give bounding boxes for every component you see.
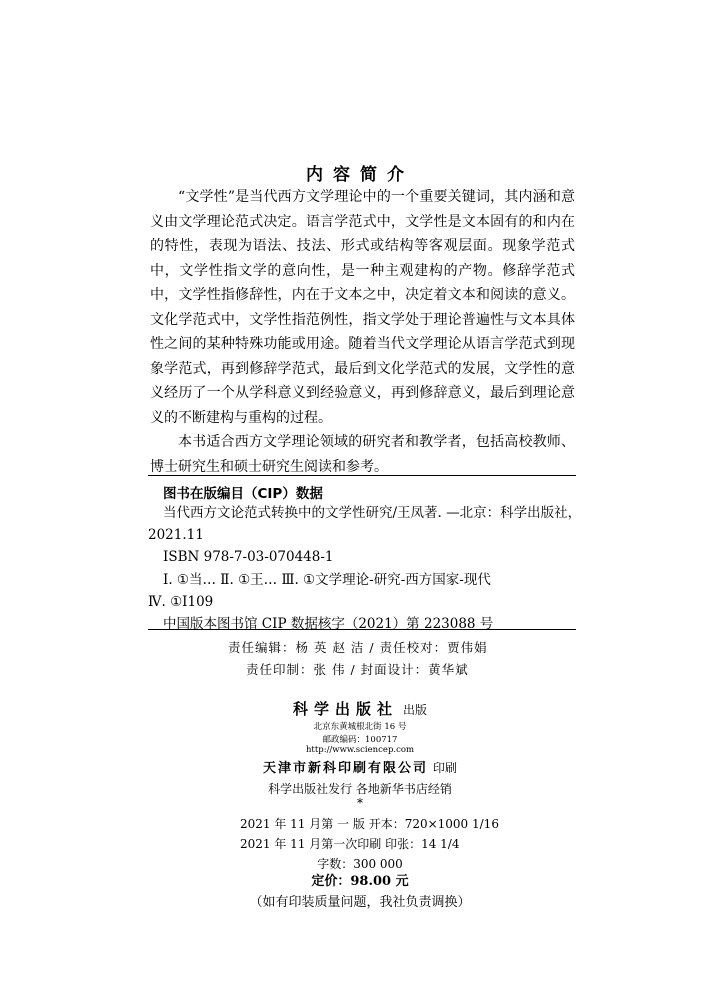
printing-line: 2021 年 11 月第一次印刷 印张：14 1/4 [240, 837, 460, 851]
summary-paragraph-2: 本书适合西方文学理论领域的研究者和教学者，包括高校教师、博士研究生和硕士研究生阅读和参考。 [150, 434, 575, 475]
publisher-action: 出版 [403, 703, 428, 717]
edition-line: 2021 年 11 月第 一 版 开本：720×1000 1/16 [240, 817, 499, 831]
page-title: 内容简介 [306, 165, 414, 185]
cip-bottom-rule [148, 629, 576, 630]
cip-classification-2: Ⅳ. ①I109 [148, 593, 214, 610]
cip-isbn: ISBN 978-7-03-070448-1 [163, 549, 334, 566]
price-line [0, 870, 720, 889]
cip-record [148, 502, 582, 635]
editor-credits: 责任编辑：杨 英 赵 洁 / 责任校对：贾伟娟 [228, 640, 488, 655]
printer-action: 印刷 [433, 761, 458, 775]
production-credits: 责任印制：张 伟 / 封面设计：黄华斌 [246, 662, 469, 677]
price-label: 定价： [311, 874, 351, 889]
word-count: 字数：300 000 [317, 857, 403, 871]
distribution-line: 科学出版社发行 各地新华书店经销 [268, 782, 452, 796]
cip-number: 中国版本图书馆 CIP 数据核字（2021）第 223088 号 [163, 616, 494, 633]
publisher-postcode: 邮政编码：100717 [322, 735, 398, 745]
printer-line [0, 757, 720, 776]
printer-name: 天津市新科印刷有限公司 [262, 761, 428, 776]
publisher-name: 科学出版社 [292, 700, 398, 718]
summary-paragraph-1: “文学性”是当代西方文学理论中的一个重要关键词，其内涵和意义由文学理论范式决定。语言学范式中，文学性是文本固有的和内在的特性，表现为语法、技法、形式或结构等客观层面。现象学范式中，文学性指文学的意向性，是一种主观建构的产物。修辞学范式中，文学性指修辞性，内在于文本之中，决定着文本和阅读的意义。文化学范式中，文学性指范例性，指文学处于理论普遍性与文本具体性之间的某种特殊功能或用途。随着当代文学理论从语言学范式到现象学范式，再到修辞学范式，最后到文化学范式的发展，文学性的意义经历了一个从学科意义到经验意义，再到修辞意义，最后到理论意义的不断建构与重构的过程。 [150, 189, 575, 426]
separator-star: * [357, 796, 363, 810]
publisher-url: http://www.sciencep.com [305, 745, 415, 755]
publisher-line [0, 698, 720, 719]
cip-line-title: 当代西方文论范式转换中的文学性研究/王凤著. —北京：科学出版社， [163, 505, 582, 521]
cip-top-rule [148, 475, 576, 476]
cip-line-year: 2021.11 [148, 527, 204, 544]
quality-notice: （如有印装质量问题，我社负责调换） [249, 895, 471, 910]
summary [150, 185, 575, 479]
publisher-address: 北京东黄城根北街 16 号 [313, 722, 407, 732]
price-value: 98.00 元 [350, 874, 409, 889]
cip-heading: 图书在版编目（CIP）数据 [163, 486, 323, 502]
cip-classification-1: Ⅰ. ①当… Ⅱ. ①王… Ⅲ. ①文学理论-研究-西方国家-现代 [163, 571, 491, 588]
